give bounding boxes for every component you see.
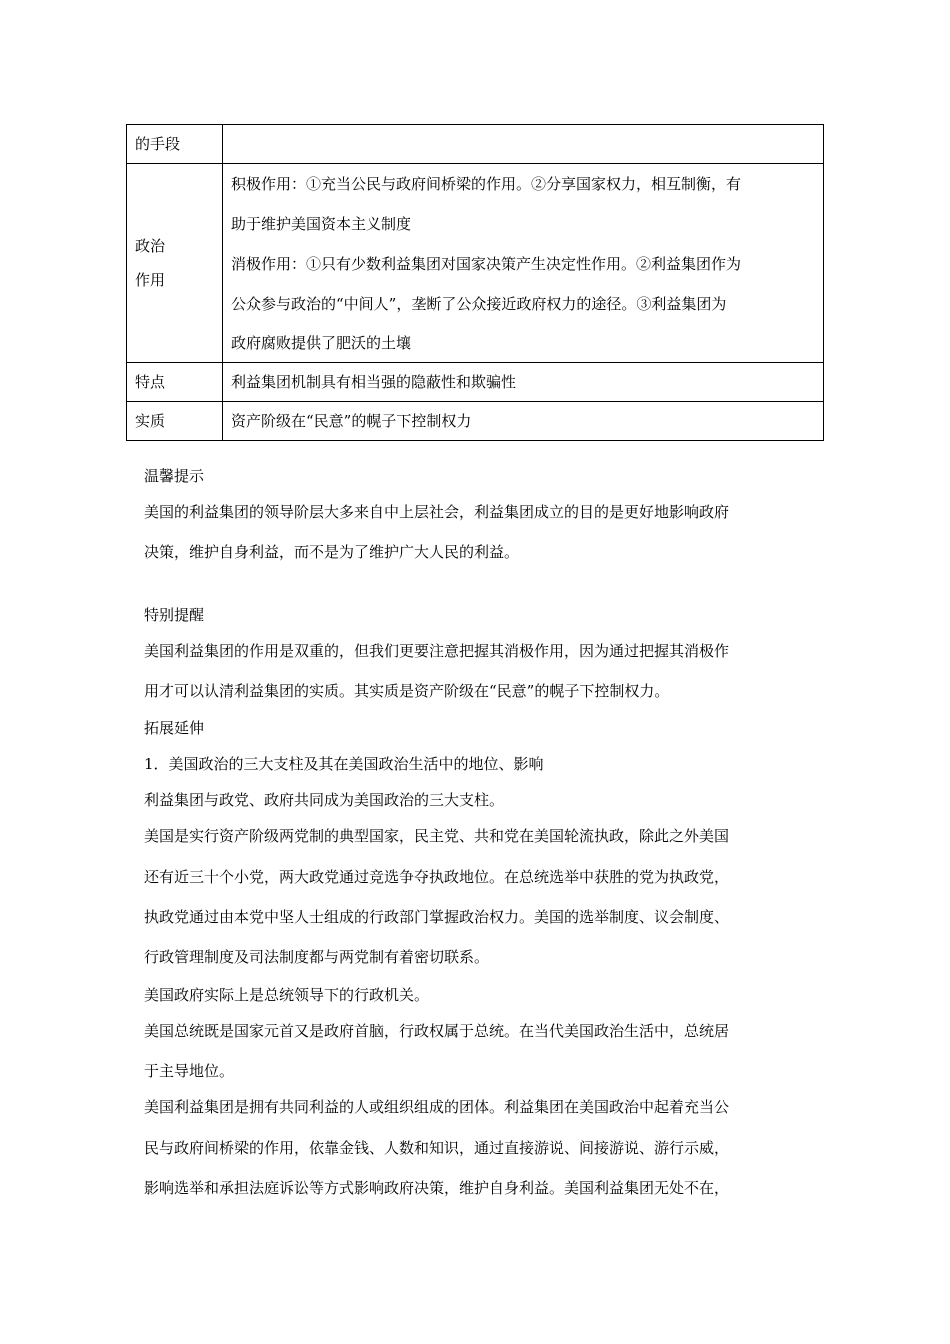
paragraph-line: 还有近三十个小党，两大政党通过竞选争夺执政地位。在总统选举中获胜的党为执政党，	[144, 868, 730, 886]
heading-extension: 拓展延伸	[144, 719, 205, 737]
body-text	[144, 0, 814, 1344]
paragraph-line: 决策，维护自身利益，而不是为了维护广大人民的利益。	[144, 543, 520, 561]
paragraph-line: 美国利益集团是拥有共同利益的人或组织组成的团体。利益集团在美国政治中起着充当公	[144, 1098, 730, 1116]
paragraph-line: 美国政府实际上是总统领导下的行政机关。	[144, 986, 430, 1004]
paragraph-line: 美国总统既是国家元首又是政府首脑，行政权属于总统。在当代美国政治生活中，总统居	[144, 1022, 730, 1040]
heading-reminder: 特别提醒	[144, 606, 205, 624]
section-heading: 1．美国政治的三大支柱及其在美国政治生活中的地位、影响	[144, 755, 544, 773]
table-cell-label: 实质	[127, 402, 223, 441]
paragraph-line: 行政管理制度及司法制度都与两党制有着密切联系。	[144, 948, 490, 966]
paragraph-line: 影响选举和承担法庭诉讼等方式影响政府决策，维护自身利益。美国利益集团无处不在，	[144, 1179, 730, 1197]
paragraph-line: 美国是实行资产阶级两党制的典型国家，民主党、共和党在美国轮流执政，除此之外美国	[144, 827, 730, 845]
table-cell-label: 特点	[127, 363, 223, 402]
paragraph-line: 用才可以认清利益集团的实质。其实质是资产阶级在“民意”的幌子下控制权力。	[144, 682, 670, 700]
paragraph-line: 民与政府间桥梁的作用，依靠金钱、人数和知识，通过直接游说、间接游说、游行示威，	[144, 1139, 730, 1157]
paragraph-line: 利益集团与政党、政府共同成为美国政治的三大支柱。	[144, 791, 505, 809]
paragraph-line: 美国的利益集团的领导阶层大多来自中上层社会，利益集团成立的目的是更好地影响政府	[144, 503, 730, 521]
heading-tip: 温馨提示	[144, 467, 205, 485]
paragraph-line: 美国利益集团的作用是双重的，但我们更要注意把握其消极作用，因为通过把握其消极作	[144, 642, 730, 660]
table-cell-content: 积极作用：①充当公民与政府间桥梁的作用。②分享国家权力，相互制衡，有 助于维护美国资本主义制度 消极作用：①只有少数利益集团对国家决策产生决定性作用。②利益集团作为 公众参与政治的“中间人”，垄断了公众接近政府权力的途径。③利益集团为 政府腐败提供了肥沃的土壤	[223, 164, 824, 363]
paragraph-line: 执政党通过由本党中坚人士组成的行政部门掌握政治权力。美国的选举制度、议会制度、	[144, 908, 730, 926]
table-cell-content: 资产阶级在“民意”的幌子下控制权力	[223, 402, 824, 441]
table-cell-label: 政治 作用	[127, 164, 223, 363]
table-cell-label: 的手段	[127, 125, 223, 164]
table-cell-content: 利益集团机制具有相当强的隐蔽性和欺骗性	[223, 363, 824, 402]
paragraph-line: 于主导地位。	[144, 1062, 235, 1080]
